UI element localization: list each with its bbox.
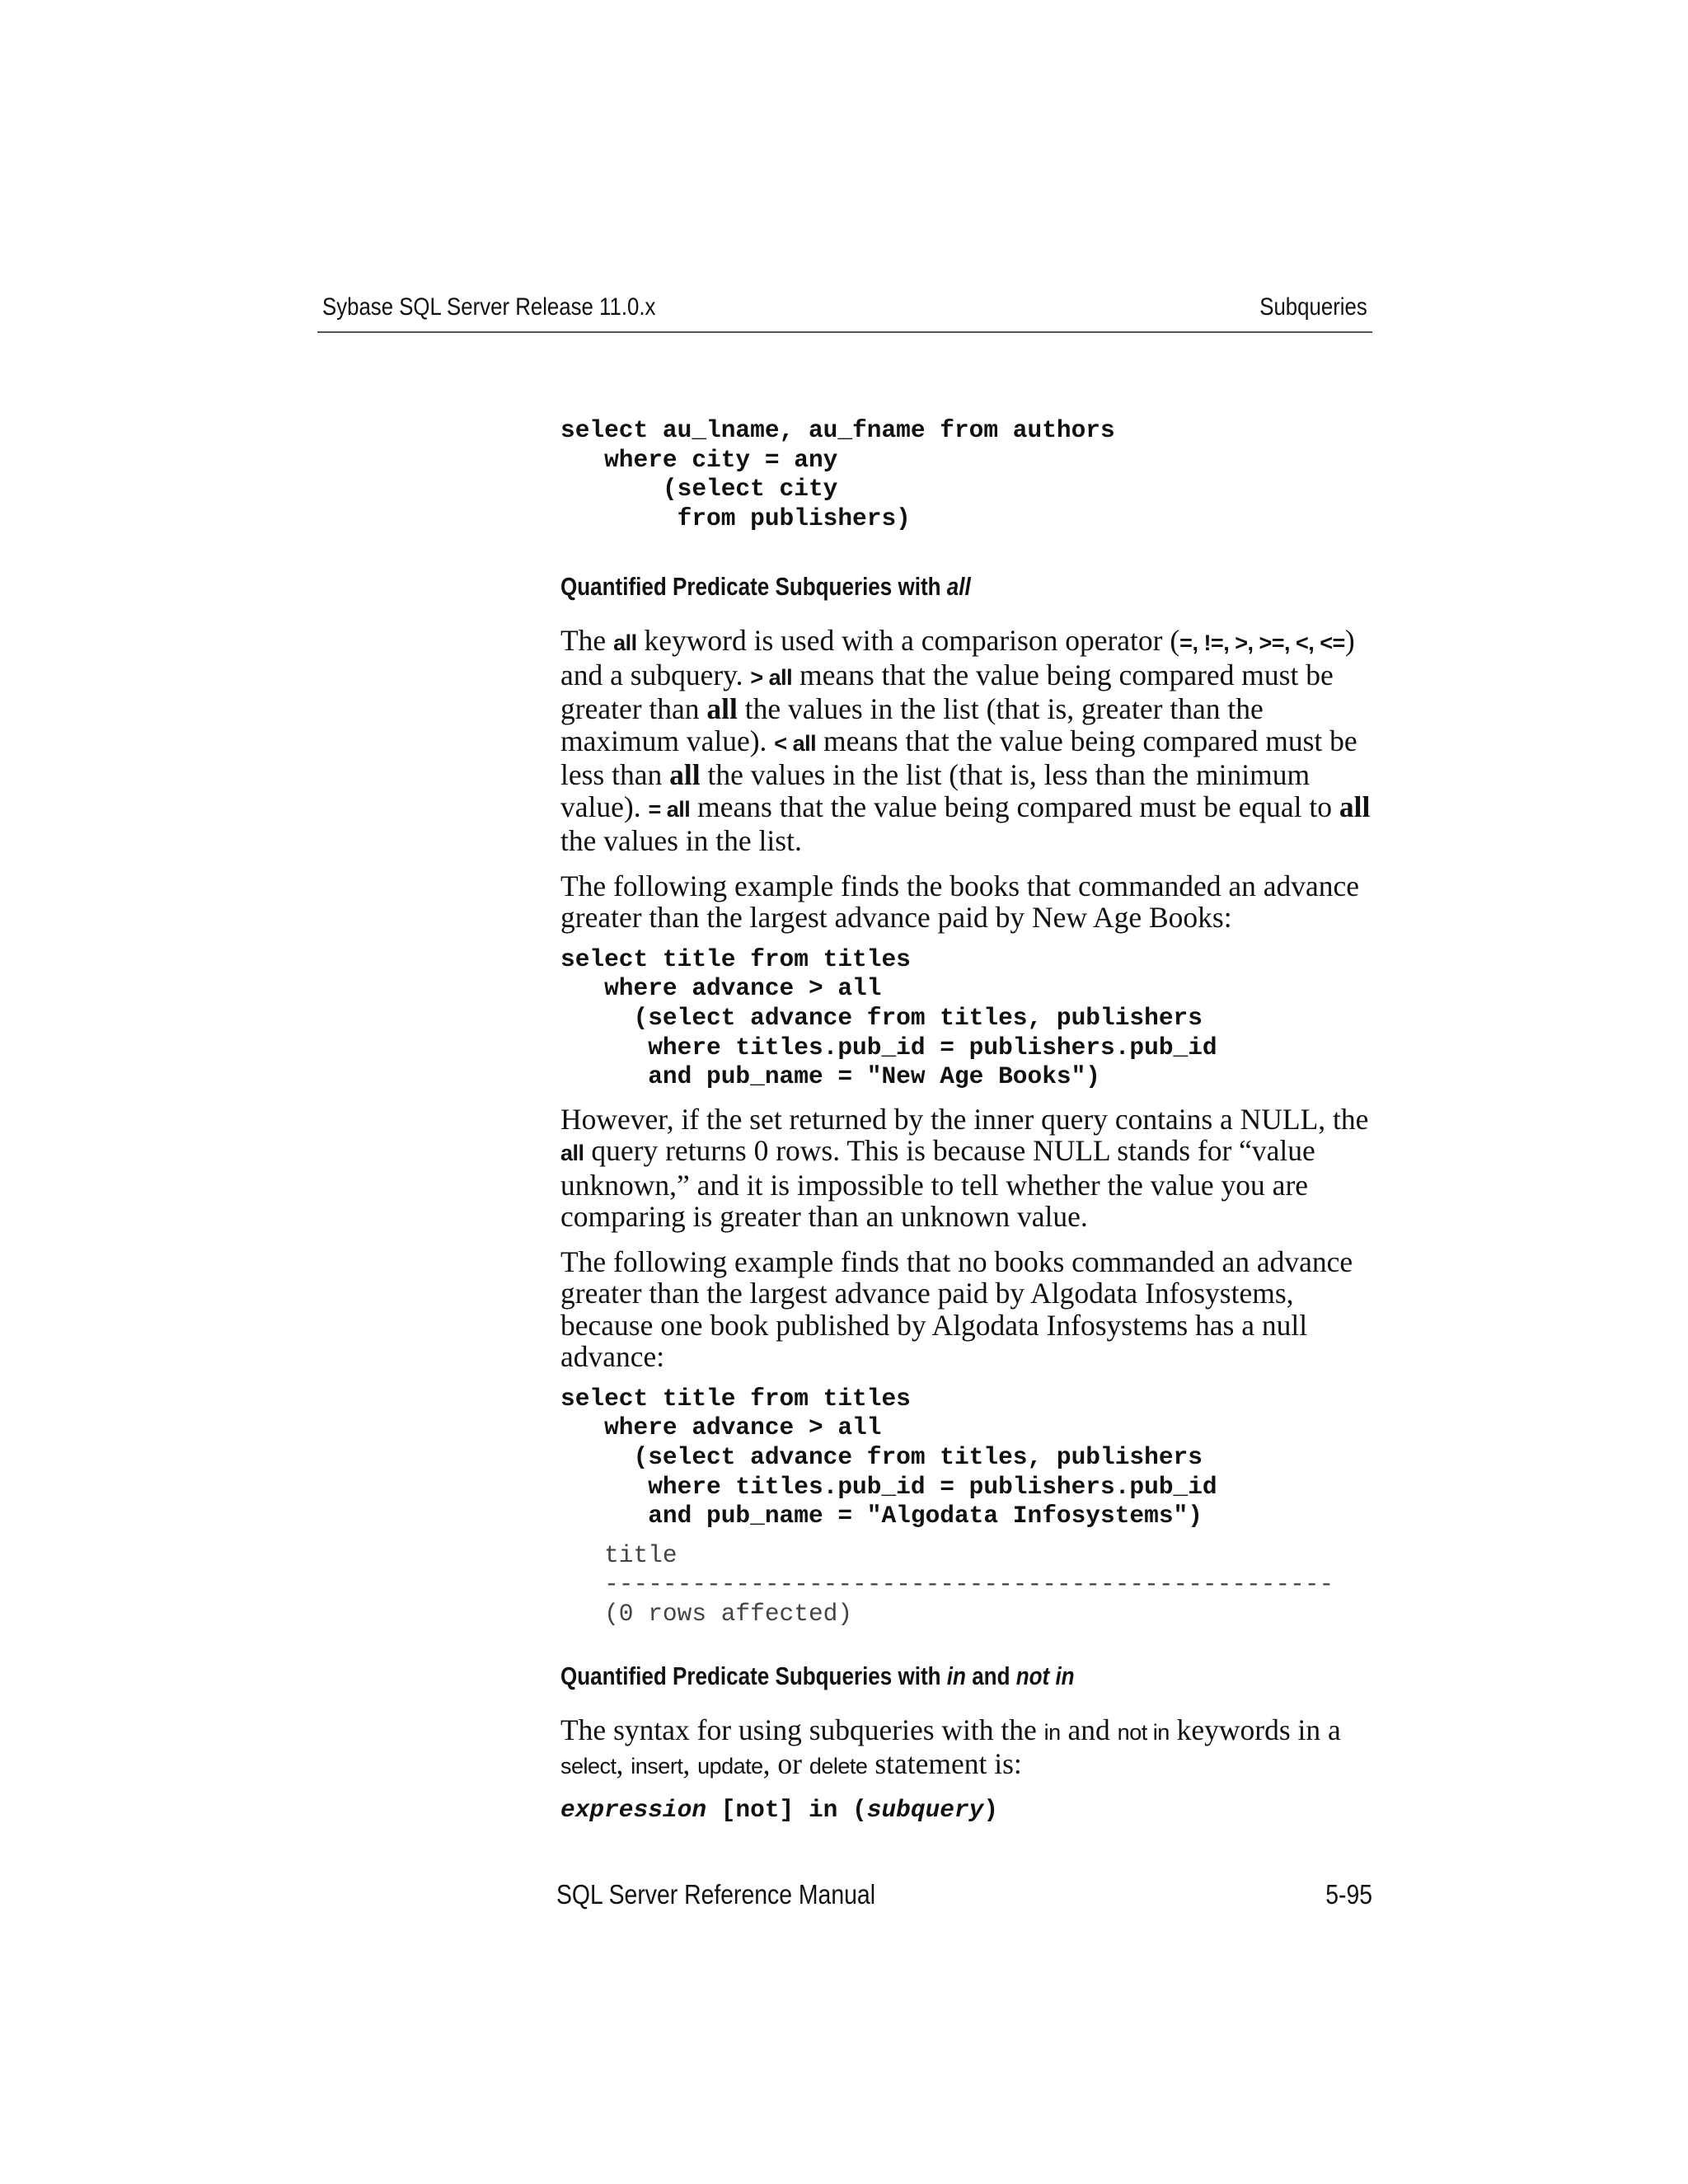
keyword-gt-all: > all xyxy=(750,664,793,690)
code-example-new-age: select title from titles where advance > all (select advance from titles, publishers where titles.pub_id = publishers.pub_id and pub_name = "New Age Books") xyxy=(560,944,1217,1091)
query-output: title -------------------------------------------------- (0 rows affected) xyxy=(604,1540,1334,1628)
keyword-select: select xyxy=(560,1754,617,1779)
keyword-all: all xyxy=(613,630,637,656)
keyword-insert: insert xyxy=(631,1754,683,1779)
keyword-in: in xyxy=(1043,1719,1061,1745)
page-number: 5-95 xyxy=(1325,1879,1372,1910)
heading-keyword-not-in: not in xyxy=(1015,1661,1075,1690)
running-header xyxy=(317,288,1372,331)
paragraph-example-algodata: The following example finds that no books commanded an advance greater than the largest advance paid by Algodata Infosystems, because one book published by Algodata Infosystems has a null advance: xyxy=(560,1244,1353,1374)
emphasis-all: all xyxy=(669,758,701,792)
heading-keyword-in: in xyxy=(946,1661,966,1690)
keyword-lt-all: < all xyxy=(774,730,817,756)
page-content xyxy=(560,416,1376,1825)
footer-manual-title: SQL Server Reference Manual xyxy=(556,1879,875,1910)
keyword-eq-all: = all xyxy=(648,796,691,822)
heading-keyword: all xyxy=(946,572,971,602)
running-footer xyxy=(556,1879,1372,1915)
operators: =, !=, >, >=, <, <= xyxy=(1179,630,1345,656)
keyword-not-in: not in xyxy=(1117,1719,1170,1745)
syntax-expression: expression xyxy=(560,1795,707,1824)
syntax-in: expression [not] in (subquery) xyxy=(560,1795,999,1824)
syntax-subquery: subquery xyxy=(866,1795,984,1824)
paragraph-in-syntax: The syntax for using subqueries with the in and not in keywords in a select, insert, update, or delete statement is: xyxy=(560,1713,1341,1781)
heading-text: Quantified Predicate Subqueries with xyxy=(560,572,947,602)
header-book-title: Sybase SQL Server Release 11.0.x xyxy=(322,293,656,321)
header-rule xyxy=(317,331,1372,333)
keyword-all: all xyxy=(560,1141,584,1166)
code-example-algodata: select title from titles where advance > all (select advance from titles, publishers where titles.pub_id = publishers.pub_id and pub_name = "Algodata Infosystems") xyxy=(560,1384,1217,1530)
emphasis-all: all xyxy=(1339,790,1371,823)
keyword-delete: delete xyxy=(809,1754,868,1779)
paragraph-all-description: The all keyword is used with a comparison operator (=, !=, >, >=, <, <=) and a subquery. > all means that the value being compared must be greater than all the values in the list (that is, greater than the maximum value). < all means that the value being compared must be less than all the values in the list (that is, less than the minimum value). = all means that the value being compared must be equal to all the values in the list. xyxy=(560,624,1371,858)
keyword-update: update xyxy=(697,1754,763,1779)
paragraph-null-note: However, if the set returned by the inner query contains a NULL, the all query returns 0 rows. This is because NULL stands for “value unknown,” and it is impossible to tell whether the value you are comparing is greater than an unknown value. xyxy=(560,1102,1369,1234)
code-example-any: select au_lname, au_fname from authors where city = any (select city from publishers) xyxy=(560,416,1115,532)
paragraph-example-intro: The following example finds the books that commanded an advance greater than the largest advance paid by New Age Books: xyxy=(560,869,1360,935)
section-heading-in-not-in: Quantified Predicate Subqueries with in and not in xyxy=(560,1661,1075,1690)
header-chapter-title: Subqueries xyxy=(1259,293,1367,321)
section-heading-all xyxy=(560,571,1246,602)
emphasis-all: all xyxy=(706,692,738,726)
